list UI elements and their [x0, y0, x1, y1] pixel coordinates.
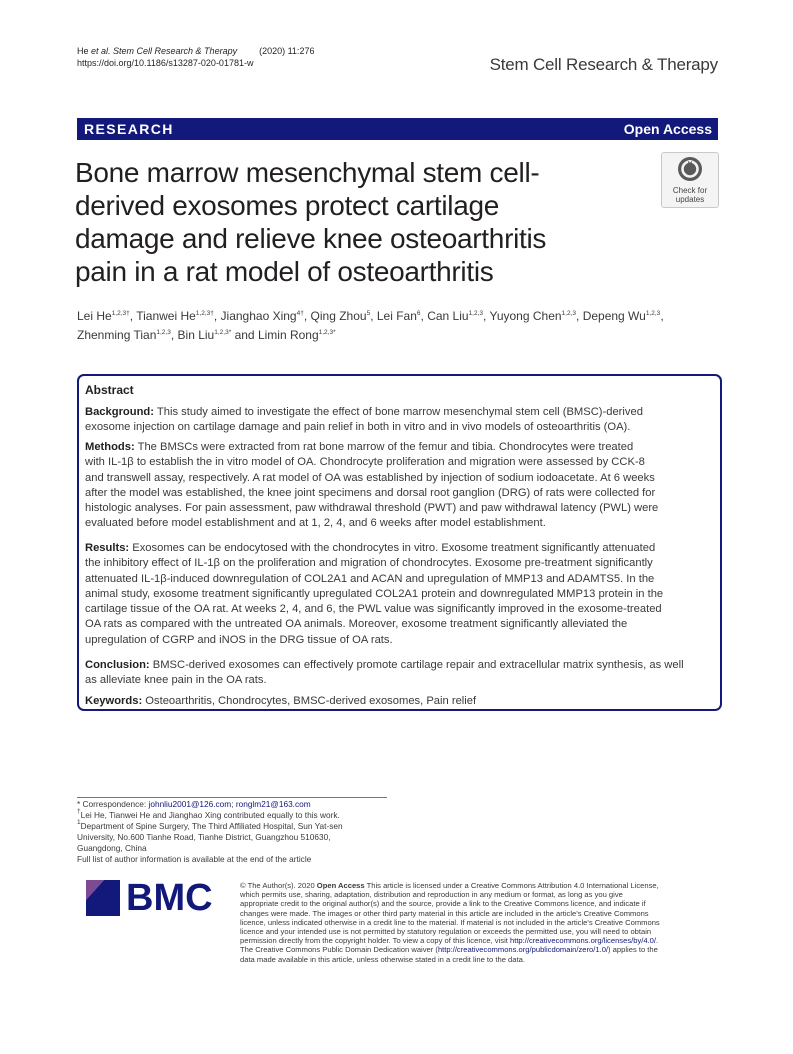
- title-line: pain in a rat model of osteoarthritis: [75, 256, 494, 287]
- abstract-line: after the model was established, the knee joint specimens and dorsal root ganglion (DRG) of rats were collected for: [85, 486, 656, 499]
- citation-year: (2020) 11:276: [259, 46, 315, 56]
- email-link[interactable]: ronglm21@163.com: [235, 799, 311, 809]
- author-affiliation: 1,2,3: [156, 329, 171, 336]
- abstract-line: Conclusion: BMSC-derived exosomes can effectively promote cartilage repair and extracellular matrix synthesis, as well: [85, 659, 684, 671]
- author-affiliation: 6: [416, 310, 421, 317]
- abstract-background: [85, 405, 713, 436]
- check-for-updates-label: Check for updates: [672, 186, 708, 204]
- author-name: Lei He: [77, 309, 112, 323]
- author-affiliation: 1,2,3: [561, 310, 577, 317]
- article-type-label: RESEARCH: [84, 121, 174, 137]
- abstract-line: Background: This study aimed to investigate the effect of bone marrow mesenchymal stem cell (BMSC)-derived: [85, 406, 643, 418]
- citation-header: [77, 45, 314, 69]
- author-affiliation: 1,2,3*: [214, 329, 232, 336]
- author-affiliation: 1,2,3†: [111, 310, 130, 317]
- abstract-line: animal study, exosome treatment significantly upregulated COL2A1 protein and downregulated MMP13 protein in the: [85, 587, 664, 600]
- abstract-line: cartilage tissue of the OA rat. At weeks 2, 4, and 6, the PWL value was significantly improved in the exosome-treated: [85, 603, 662, 616]
- author-affiliation: 1,2,3†: [195, 310, 214, 317]
- section-label: Results:: [85, 542, 130, 554]
- affiliation-note-line: University, No.600 Tianhe Road, Tianhe District, Guangzhou 510630,: [77, 832, 331, 842]
- affiliation-note-line: Guangdong, China: [77, 843, 147, 853]
- author-affiliation: 1,2,3: [645, 310, 661, 317]
- check-for-updates-button[interactable]: [661, 152, 719, 208]
- section-label: Methods:: [85, 441, 135, 453]
- author-name: Jianghao Xing: [220, 309, 297, 323]
- author-name: Qing Zhou: [310, 309, 367, 323]
- author-list: Lei $He^{1,2,3\dagger}$, Tianwei $He^{1,2,3\dagger}$, Jianghao Xing$^{4\dagger}$, Qing Zhou$^5$, Lei Fan$^6$, Can Liu$^{1,2,3}$, Yuyong Chen$^{1,2,3}$, Depeng Wu$^{1,2,3}$, Zhenming Tian$^{1,2,3}$, Bin Liu$^{1,2,3*}$ and Limin Rong$^{1,2,3*}$: [77, 309, 664, 342]
- abstract-methods: [85, 440, 713, 532]
- author-name: Can Liu: [427, 309, 469, 323]
- journal-name: Stem Cell Research & Therapy: [489, 55, 718, 74]
- bmc-logo-icon: [86, 876, 224, 916]
- abstract-line: as alleviate knee pain in the OA rats.: [85, 674, 267, 687]
- title-line: damage and relieve knee osteoarthritis: [75, 223, 547, 254]
- abstract-line: upregulation of CGRP and iNOS in the DRG tissue of OA rats.: [85, 633, 393, 646]
- license-link[interactable]: http://creativecommons.org/licenses/by/4.0/: [509, 936, 657, 946]
- abstract-line: evaluated before model establishment and at 1, 2, 4, and 6 weeks after model establishment.: [85, 517, 546, 530]
- open-access-label: Open Access: [623, 121, 712, 137]
- section-label: Conclusion:: [85, 659, 150, 671]
- email-link[interactable]: johnliu2001@126.com: [148, 799, 232, 809]
- author-affiliation: 5: [366, 310, 371, 317]
- author-name: Tianwei He: [136, 309, 196, 323]
- license-line: permission directly from the copyright holder. To view a copy of this licence, visit http://creativecommons.org/licenses/by/4.0/.: [240, 936, 659, 946]
- author-affiliation: 1,2,3*: [318, 329, 336, 336]
- article-type-banner: [77, 118, 718, 140]
- author-info-note: Full list of author information is available at the end of the article: [77, 854, 312, 864]
- open-access-mark: Open Access: [316, 881, 365, 890]
- check-for-updates-icon: [677, 156, 703, 182]
- correspondence-line: * Correspondence: johnliu2001@126.com; ronglm21@163.com: [77, 799, 311, 809]
- abstract-keywords: Keywords: Osteoarthritis, Chondrocytes, BMSC-derived exosomes, Pain relief: [85, 695, 477, 707]
- abstract-line: and transwell assay, respectively. A rat model of OA was established by injection of sodium iodoacetate. At 6 weeks: [85, 471, 655, 484]
- citation-author: He: [77, 46, 92, 56]
- public-domain-link[interactable]: http://creativecommons.org/publicdomain/zero/1.0/: [437, 945, 609, 955]
- title-line: Bone marrow mesenchymal stem cell-: [75, 157, 540, 188]
- author-name: Limin Rong: [257, 328, 319, 342]
- footnotes: [77, 799, 397, 865]
- abstract-line: histologic analyses. For pain assessment, paw withdrawal threshold (PWT) and paw withdrawal latency (PWL) were: [85, 502, 659, 515]
- affiliation-note: $^1$Department of Spine Surgery, The Third Affiliated Hospital, Sun Yat-sen: [77, 819, 343, 831]
- author-affiliation: 4†: [296, 310, 304, 317]
- author-name: Lei Fan: [376, 309, 417, 323]
- abstract-results: [85, 541, 713, 648]
- license-line: The Creative Commons Public Domain Dedication waiver (http://creativecommons.org/publicdomain/zero/1.0/) applies to the: [240, 945, 658, 955]
- license-line: changes were made. The images or other third party material in this article are included in the article's Creative Commons: [240, 908, 649, 918]
- abstract-line: exosome injection on cartilage damage and pain relief in both in vitro and in vivo models of osteoarthritis (OA).: [85, 421, 631, 434]
- license-statement: [240, 881, 720, 964]
- section-label: Background:: [85, 406, 154, 418]
- bmc-logo-text: BMC: [126, 877, 213, 916]
- citation-line: [77, 45, 314, 57]
- title-line: derived exosomes protect cartilage: [75, 190, 500, 221]
- author-name: Yuyong Chen: [489, 309, 562, 323]
- license-line: data made available in this article, unless otherwise stated in a credit line to the data.: [240, 954, 525, 964]
- license-line: © The Author(s). 2020 Open Access This article is licensed under a Creative Commons Attribution 4.0 International License,: [240, 881, 659, 890]
- license-line: licence, unless indicated otherwise in a credit line to the material. If material is not included in the article's Creative Commons: [240, 917, 660, 927]
- abstract-line: with IL-1β to establish the in vitro model of OA. Chondrocyte proliferation and migration were assessed by CCK-8: [85, 456, 645, 469]
- abstract-line: OA rats as compared with the untreated OA animals. Moreover, exosome treatment significantly alleviated the: [85, 618, 628, 631]
- abstract-heading: Abstract: [85, 383, 134, 397]
- abstract-box: [77, 374, 722, 711]
- abstract-conclusion: [85, 658, 713, 689]
- doi-link[interactable]: https://doi.org/10.1186/s13287-020-01781-w: [77, 58, 254, 68]
- section-label: Keywords:: [85, 695, 143, 707]
- citation-journal: et al. Stem Cell Research & Therapy: [91, 46, 238, 56]
- license-line: which permits use, sharing, adaptation, distribution and reproduction in any medium or format, as long as you give: [240, 890, 623, 900]
- abstract-line: Results: Exosomes can be endocytosed with the chondrocytes in vitro. Exosome treatment significantly attenuated: [85, 542, 656, 554]
- abstract-line: attenuated IL-1β-induced downregulation of COL2A1 and ACAN and upregulation of MMP13 and ADAMTS5. In the: [85, 572, 655, 585]
- abstract-line: the inhibitory effect of IL-1β on the proliferation and migration of chondrocytes. Exosome pre-treatment significantly: [85, 557, 653, 570]
- footnote-divider: [77, 797, 387, 798]
- equal-contribution-note: †Lei He, Tianwei He and Jianghao Xing contributed equally to this work.: [77, 808, 340, 820]
- author-name: Depeng Wu: [582, 309, 646, 323]
- article-title: [75, 156, 655, 288]
- author-name: Bin Liu: [177, 328, 215, 342]
- abstract-line: Methods: The BMSCs were extracted from rat bone marrow of the femur and tibia. Chondrocytes were treated: [85, 441, 634, 453]
- author-name: Zhenming Tian: [77, 328, 157, 342]
- license-line: appropriate credit to the original author(s) and the source, provide a link to the Creative Commons licence, and indicate if: [240, 899, 646, 909]
- author-affiliation: 1,2,3: [468, 310, 484, 317]
- license-line: licence and your intended use is not permitted by statutory regulation or exceeds the permitted use, you will need to obtain: [240, 927, 652, 937]
